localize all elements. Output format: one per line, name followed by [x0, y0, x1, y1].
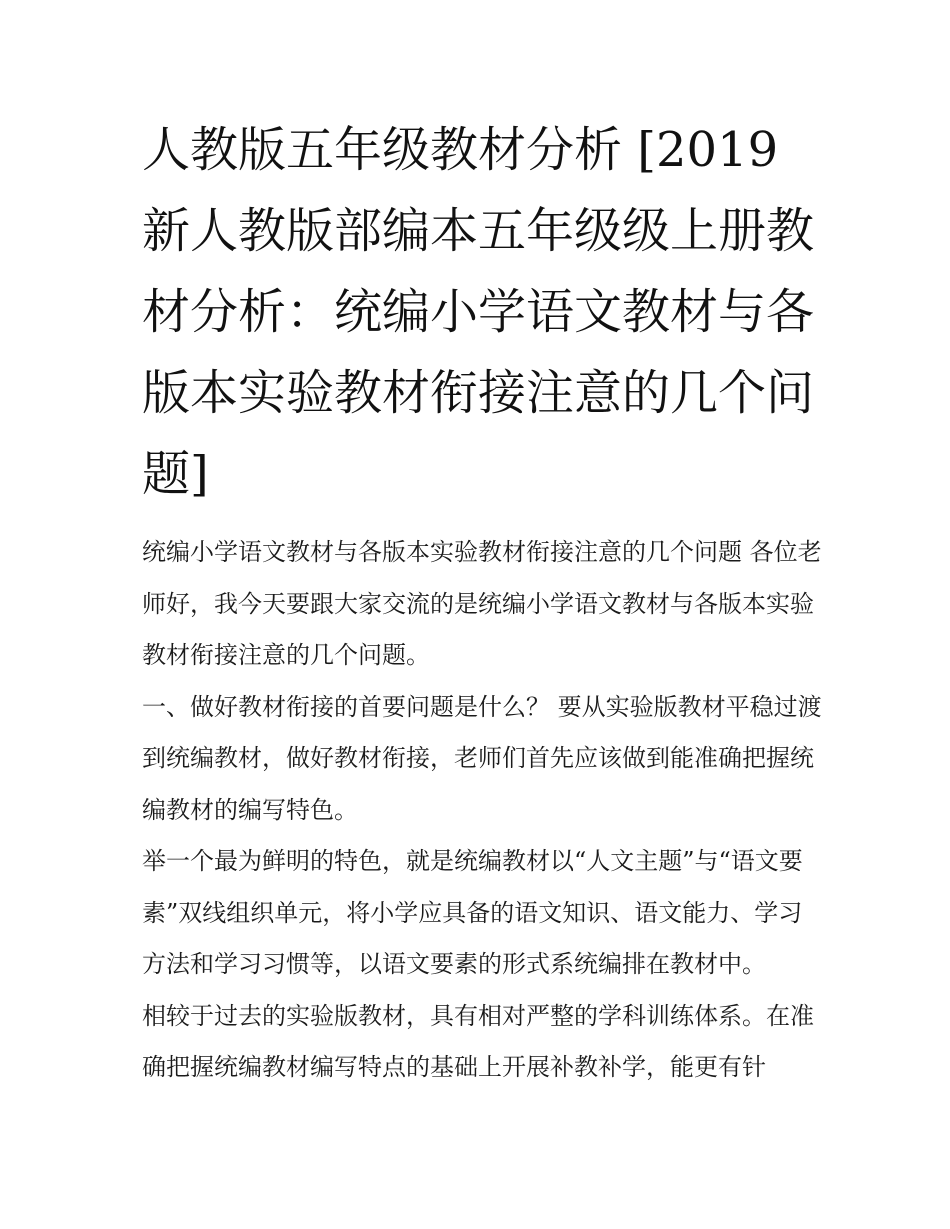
paragraph-2: 一、做好教材衔接的首要问题是什么？ 要从实验版教材平稳过渡到统编教材，做好教材衔接，老师们首先应该做到能准确把握统编教材的编写特色。 [142, 692, 822, 824]
paragraph-3: 举一个最为鲜明的特色，就是统编教材以“人文主题”与“语文要素”双线组织单元，将小学应具备的语文知识、语文能力、学习方法和学习习惯等，以语文要素的形式系统编排在教材中。 [142, 847, 803, 978]
document-body [142, 527, 822, 1094]
document-title: 人教版五年级教材分析 [2019新人教版部编本五年级级上册教材分析：统编小学语文教材与各版本实验教材衔接注意的几个问题] [142, 122, 815, 502]
paragraph-4: 相较于过去的实验版教材，具有相对严整的学科训练体系。在准确把握统编教材编写特点的基础上开展补教补学，能更有针 [142, 1001, 814, 1081]
paragraph-1: 统编小学语文教材与各版本实验教材衔接注意的几个问题 各位老师好，我今天要跟大家交流的是统编小学语文教材与各版本实验教材衔接注意的几个问题。 [142, 538, 822, 669]
document-page [142, 110, 822, 1094]
